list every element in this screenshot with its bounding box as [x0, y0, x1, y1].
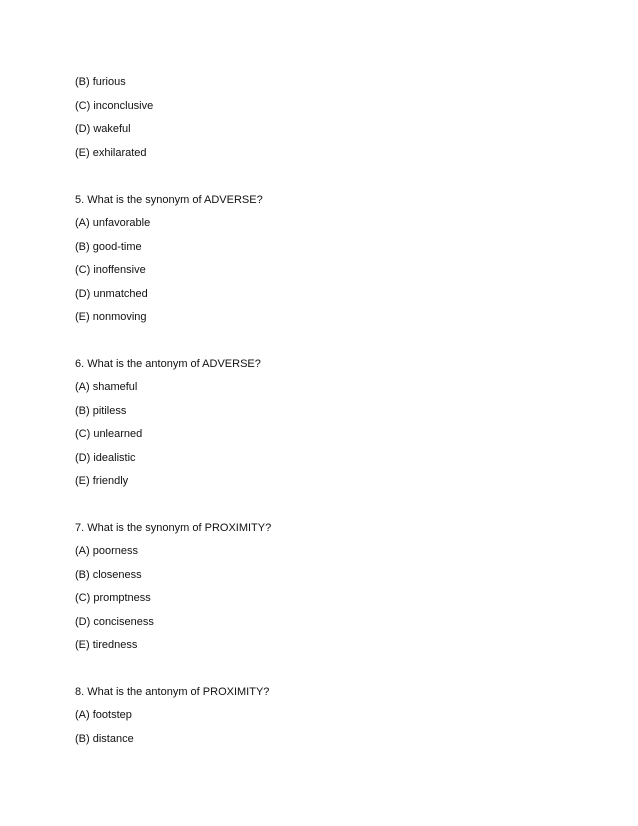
- q8-option-b: (B) distance: [75, 733, 134, 745]
- q6-option-e: (E) friendly: [75, 475, 129, 487]
- q6-question: 6. What is the antonym of ADVERSE?: [75, 358, 261, 370]
- q7-option-a: (A) poorness: [75, 545, 138, 557]
- q4-option-b: (B) furious: [75, 76, 126, 88]
- q7-question: 7. What is the synonym of PROXIMITY?: [75, 522, 272, 534]
- q5-option-d: (D) unmatched: [75, 288, 148, 300]
- q5-option-e: (E) nonmoving: [75, 311, 147, 323]
- q8-option-a: (A) footstep: [75, 709, 132, 721]
- q6-option-d: (D) idealistic: [75, 452, 136, 464]
- q5-question: 5. What is the synonym of ADVERSE?: [75, 194, 263, 206]
- q7-option-c: (C) promptness: [75, 592, 151, 604]
- q4-option-e: (E) exhilarated: [75, 147, 147, 159]
- q6-option-b: (B) pitiless: [75, 405, 127, 417]
- q7-option-b: (B) closeness: [75, 569, 142, 581]
- q5-option-c: (C) inoffensive: [75, 264, 146, 276]
- q6-option-c: (C) unlearned: [75, 428, 143, 440]
- q5-option-b: (B) good-time: [75, 241, 142, 253]
- q7-option-d: (D) conciseness: [75, 616, 154, 628]
- q7-option-e: (E) tiredness: [75, 639, 138, 651]
- q8-question: 8. What is the antonym of PROXIMITY?: [75, 686, 270, 698]
- q4-option-c: (C) inconclusive: [75, 100, 154, 112]
- q4-option-d: (D) wakeful: [75, 123, 131, 135]
- q5-option-a: (A) unfavorable: [75, 217, 151, 229]
- q6-option-a: (A) shameful: [75, 381, 138, 393]
